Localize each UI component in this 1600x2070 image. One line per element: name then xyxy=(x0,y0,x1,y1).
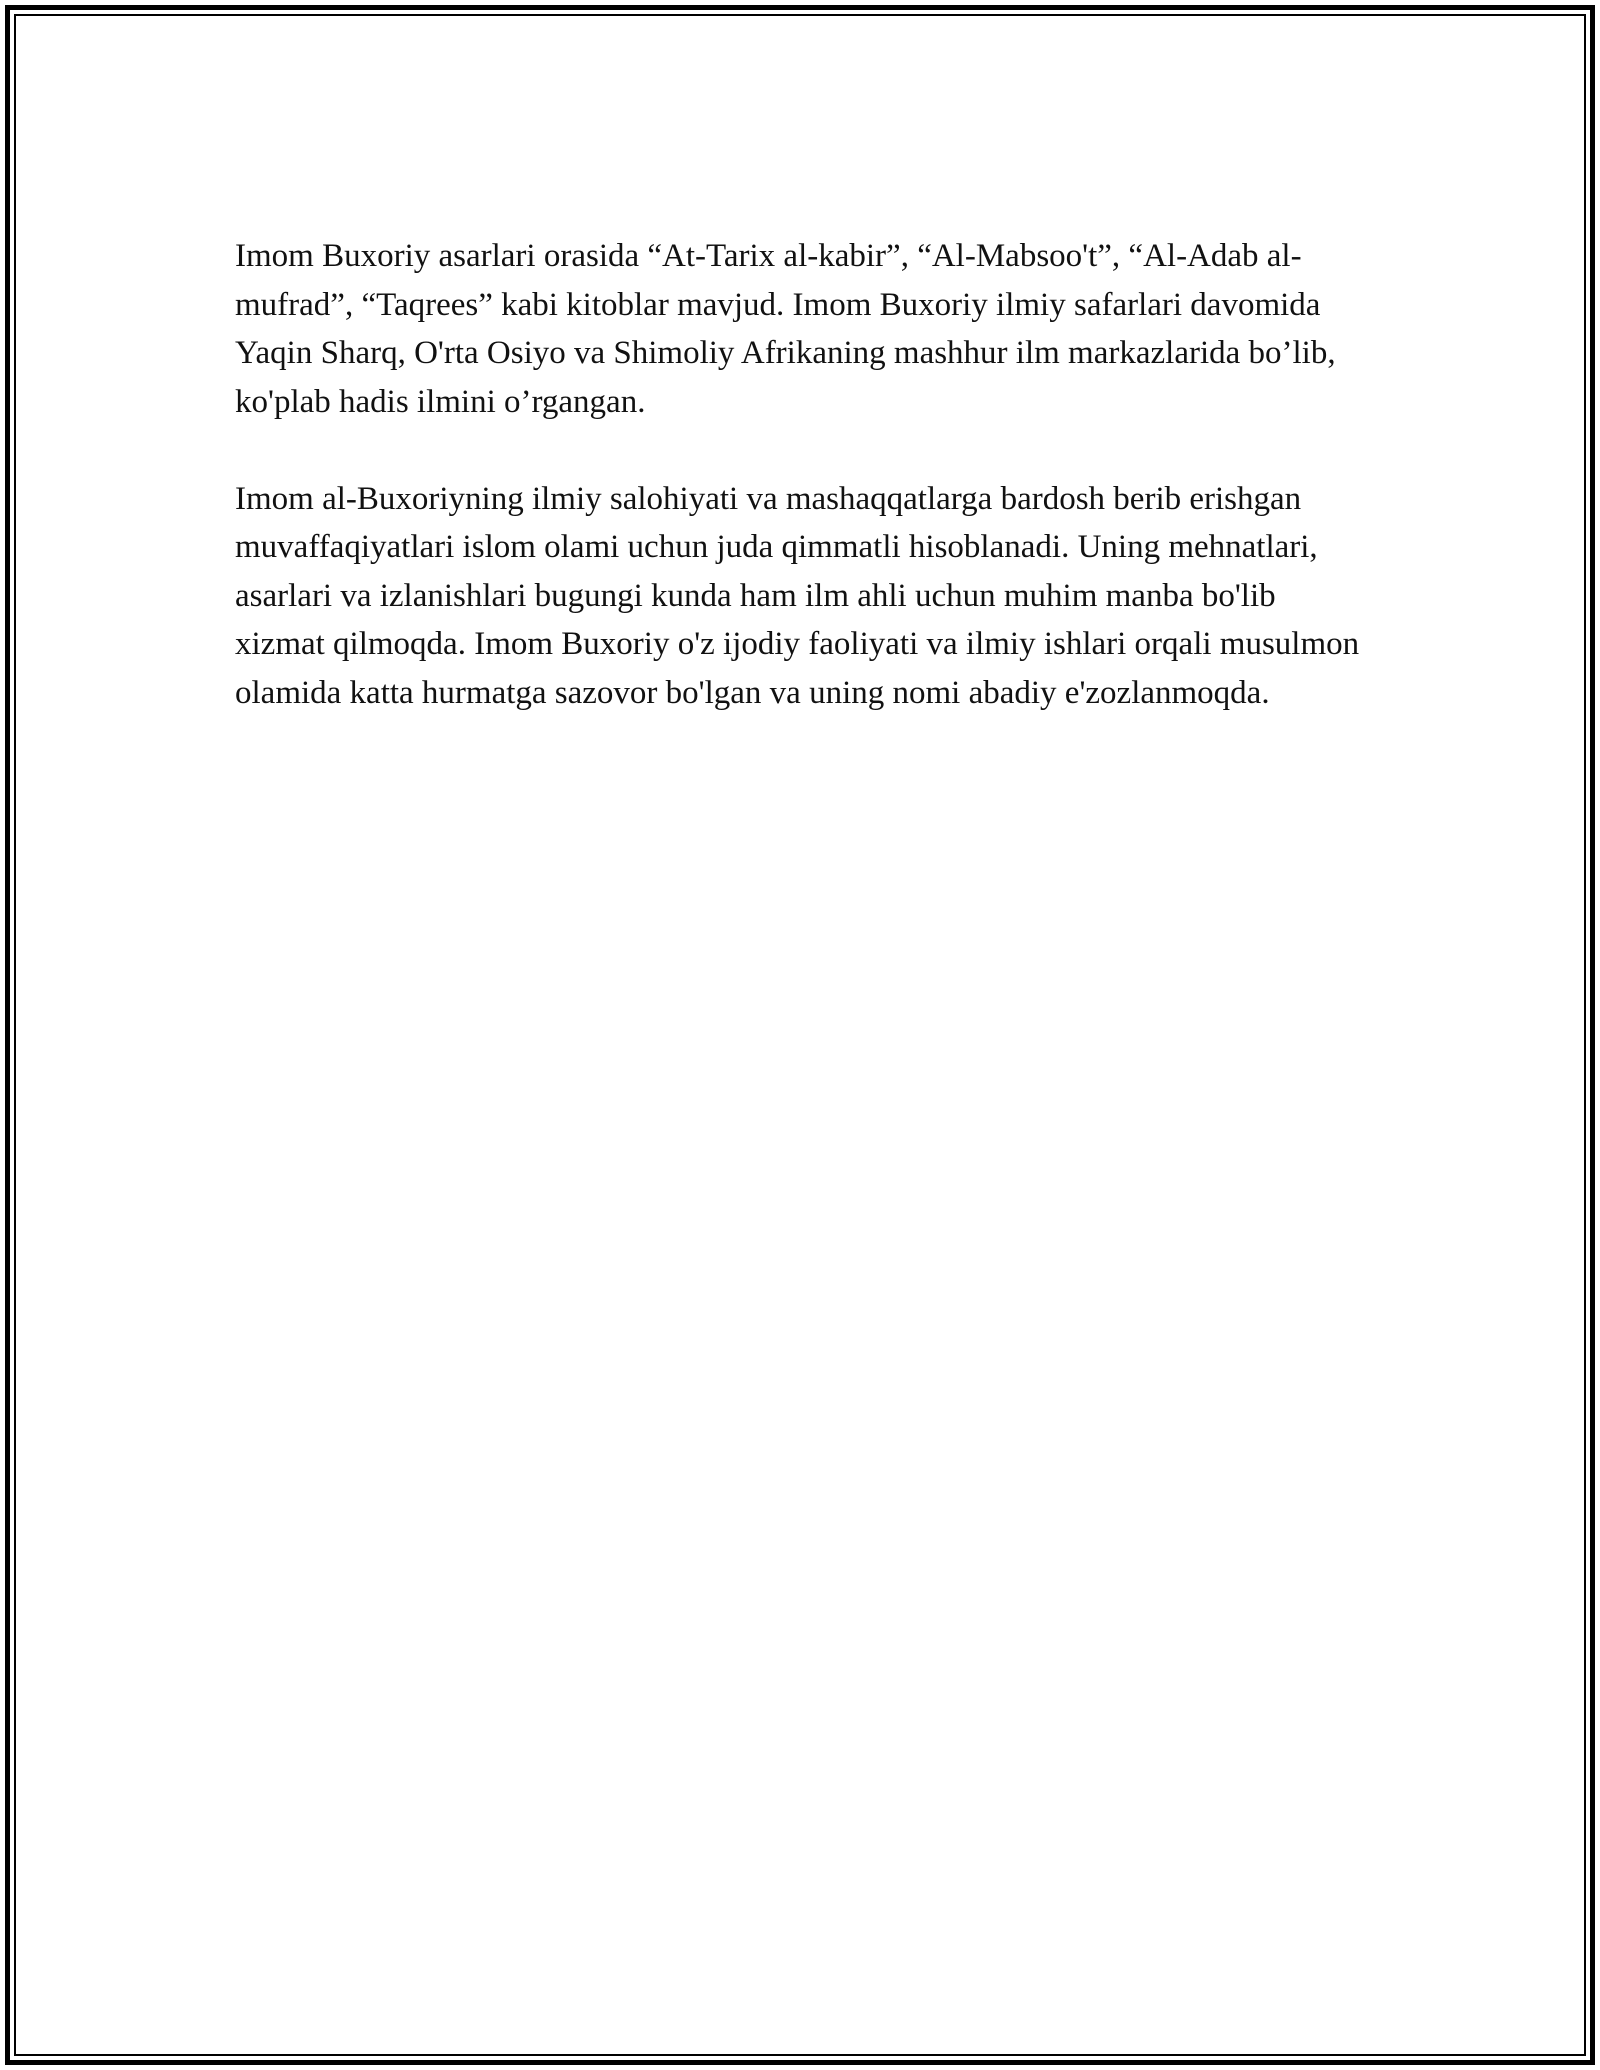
document-body xyxy=(235,232,1365,717)
paragraph-2: Imom al-Buxoriyning ilmiy salohiyati va mashaqqatlarga bardosh berib erishgan muvaffaqiyatlari islom olami uchun juda qimmatli hisoblanadi. Uning mehnatlari, asarlari va izlanishlari bugungi kunda ham ilm ahli uchun muhim manba bo'lib xizmat qilmoqda. Imom Buxoriy o'z ijodiy faoliyati va ilmiy ishlari orqali musulmon olamida katta hurmatga sazovor bo'lgan va uning nomi abadiy e'zozlanmoqda. xyxy=(235,480,1360,711)
paragraph-1: Imom Buxoriy asarlari orasida “At-Tarix al-kabir”, “Al-Mabsoo't”, “Al-Adab al-mufrad”, “Taqrees” kabi kitoblar mavjud. Imom Buxoriy ilmiy safarlari davomida Yaqin Sharq, O'rta Osiyo va Shimoliy Afrikaning mashhur ilm markazlarida bo’lib, ko'plab hadis ilmini o’rgangan. xyxy=(235,238,1336,420)
